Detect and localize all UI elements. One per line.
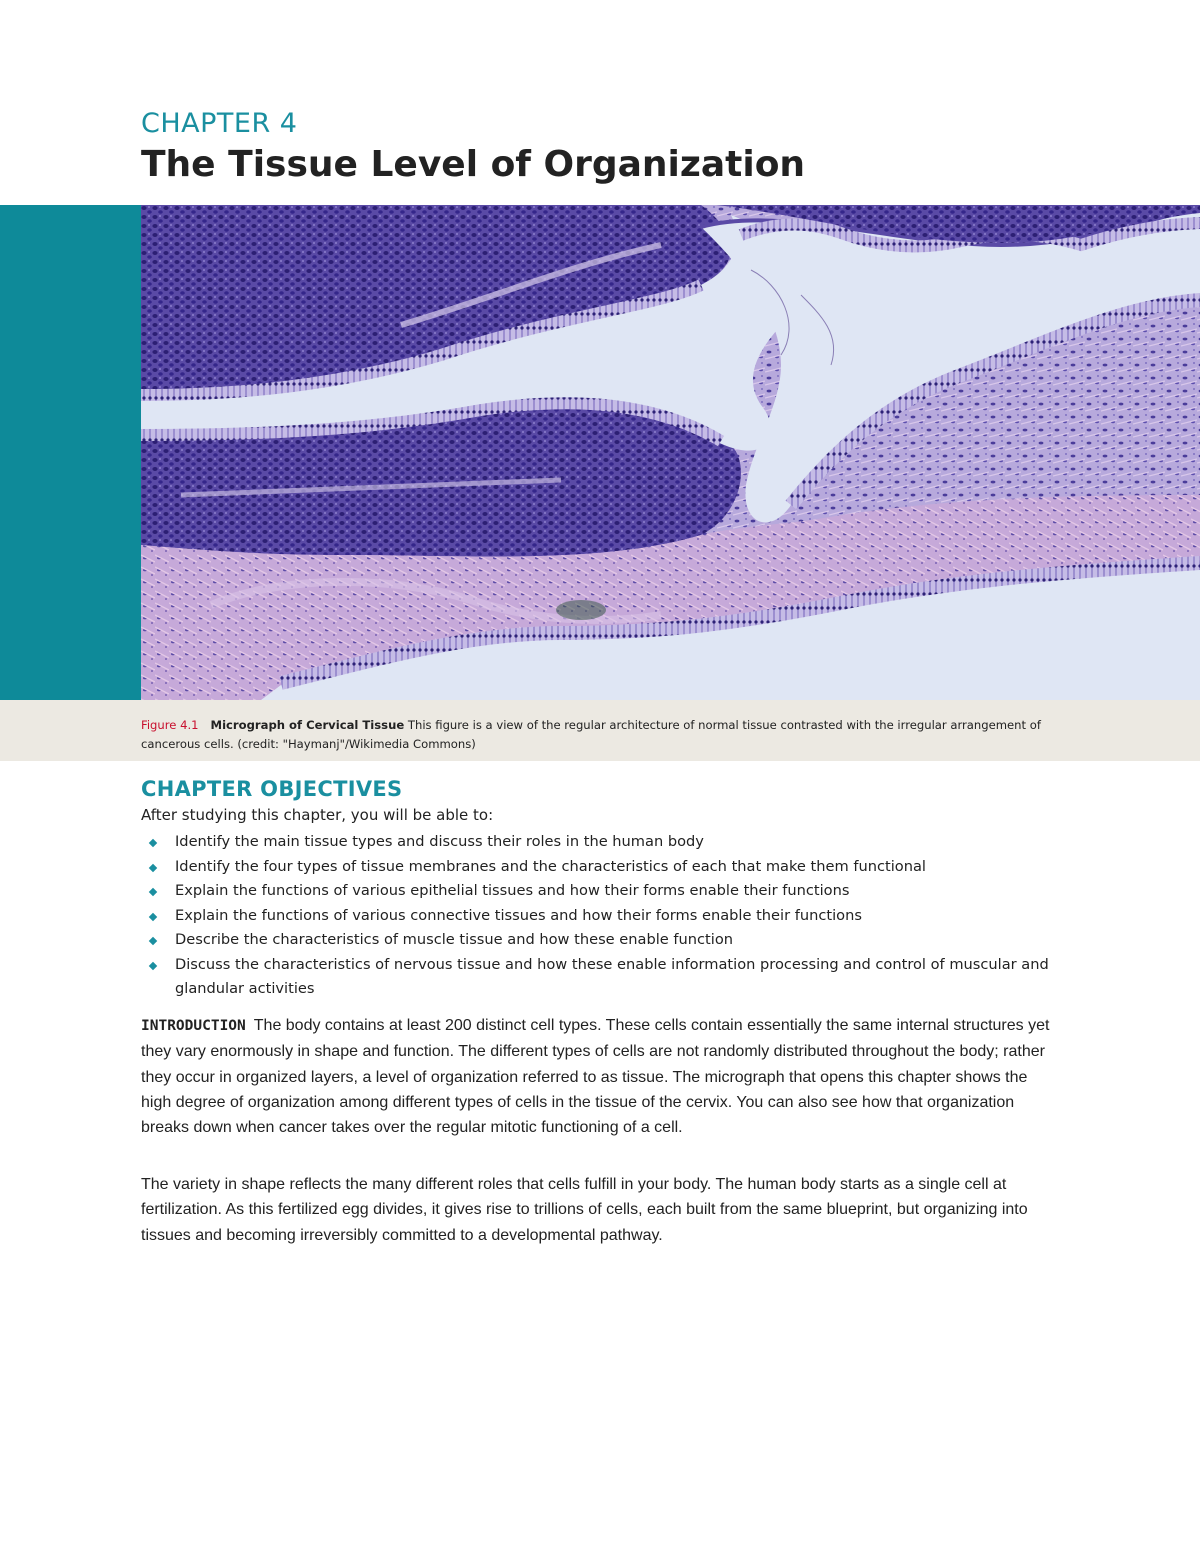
- figure-caption: [141, 716, 1061, 754]
- body-paragraph: The variety in shape reflects the many different roles that cells fulfill in your body. The human body starts as a single cell at fertilization. As this fertilized egg divides, it gives rise to trillions of cells, each built from the same blueprint, but organizing into tissues and becoming irreversibly committed to a developmental pathway.: [141, 1176, 1028, 1244]
- objective-item: Explain the functions of various epithelial tissues and how their forms enable their functions: [141, 879, 1071, 904]
- diamond-bullet-icon: [149, 863, 157, 871]
- objective-item: Discuss the characteristics of nervous tissue and how these enable information processing and control of muscular and glandular activities: [141, 953, 1071, 1002]
- teal-side-bar: [0, 205, 141, 700]
- objectives-heading: CHAPTER OBJECTIVES: [141, 777, 403, 801]
- chapter-label: CHAPTER 4: [141, 108, 298, 139]
- introduction-lead: INTRODUCTION: [141, 1018, 246, 1034]
- objective-item: Describe the characteristics of muscle tissue and how these enable function: [141, 928, 1071, 953]
- objective-item: Identify the main tissue types and discuss their roles in the human body: [141, 830, 1071, 855]
- objective-item: Identify the four types of tissue membranes and the characteristics of each that make them functional: [141, 855, 1071, 880]
- figure-heading: Micrograph of Cervical Tissue: [210, 718, 405, 732]
- diamond-bullet-icon: [149, 839, 157, 847]
- diamond-bullet-icon: [149, 888, 157, 896]
- micrograph-image: [141, 205, 1200, 700]
- objective-item: Explain the functions of various connective tissues and how their forms enable their functions: [141, 904, 1071, 929]
- chapter-objectives: [141, 777, 1071, 1002]
- introduction-paragraph: [141, 1013, 1061, 1140]
- introduction-text: The body contains at least 200 distinct cell types. These cells contain essentially the same internal structures yet they vary enormously in shape and function. The different types of cells are not randomly distributed throughout the body; rather they occur in organized layers, a level of organization referred to as tissue. The micrograph that opens this chapter shows the high degree of organization among different types of cells in the tissue of the cervix. You can also see how that organization breaks down when cancer takes over the regular mitotic functioning of a cell.: [141, 1017, 1050, 1137]
- chapter-header: [141, 110, 1141, 185]
- objectives-list: [141, 830, 1071, 1002]
- diamond-bullet-icon: [149, 937, 157, 945]
- diamond-bullet-icon: [149, 912, 157, 920]
- figure-caption-body: This figure is a view of the regular architecture of normal tissue contrasted with the irregular arrangement of cancerous cells. (credit: "Haymanj"/Wikimedia Commons): [141, 718, 1041, 751]
- diamond-bullet-icon: [149, 961, 157, 969]
- figure-number: Figure 4.1: [141, 718, 199, 732]
- chapter-title: The Tissue Level of Organization: [141, 144, 806, 185]
- objectives-intro: After studying this chapter, you will be able to:: [141, 806, 494, 824]
